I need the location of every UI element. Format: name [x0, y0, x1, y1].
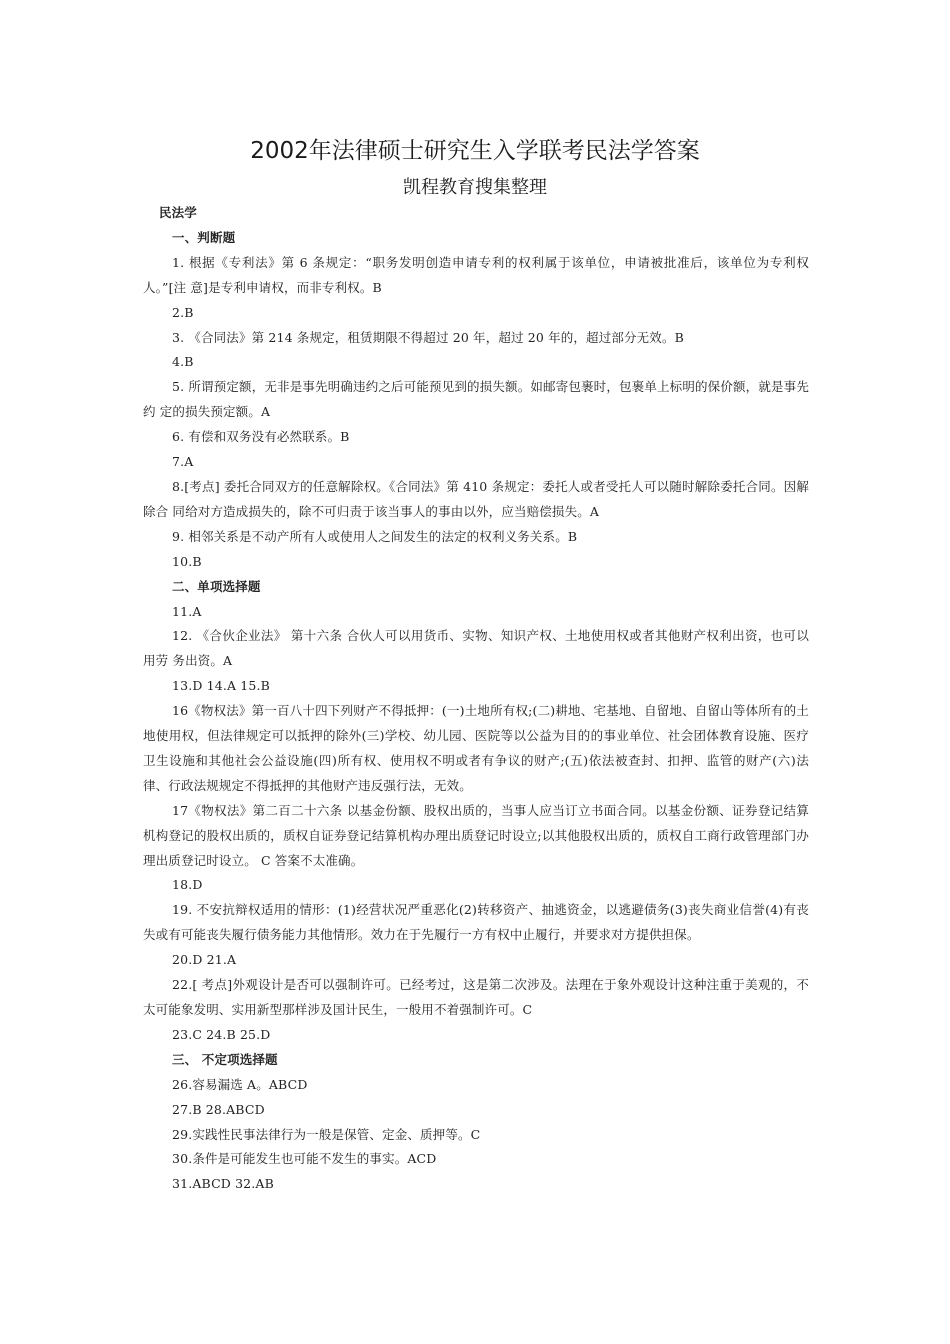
answer-item: 19. 不安抗辩权适用的情形：(1)经营状况严重恶化(2)转移资产、抽逃资金，以逃避债务(3)丧失商业信誉(4)有丧失或有可能丧失履行债务能力其他情形。效力在于先履行一方有权中止履行，并要求对方提供担保。: [143, 902, 809, 943]
answer-item: 27.B 28.ABCD: [172, 1101, 265, 1117]
answer-item: 22.[ 考点]外观设计是否可以强制许可。已经考过，这是第二次涉及。法理在于象外观设计这种注重于美观的，不太可能象发明、实用新型那样涉及国计民生，一般用不着强制许可。C: [143, 977, 809, 1017]
subject-heading: 民法学: [159, 205, 197, 220]
answer-item: 1. 根据《专利法》第 6 条规定：“职务发明创造申请专利的权利属于该单位，申请被批准后，该单位为专利权人。”[注 意]是专利申请权，而非专利权。B: [143, 254, 809, 295]
answer-item: 7.A: [172, 454, 194, 470]
answer-item: 2.B: [172, 304, 194, 320]
answer-item: 23.C 24.B 25.D: [172, 1026, 271, 1042]
document-subtitle: 凯程教育搜集整理: [403, 177, 547, 198]
answer-item: 16《物权法》第一百八十四下列财产不得抵押：(一)土地所有权;(二)耕地、宅基地、自留地、自留山等体所有的土地使用权，但法律规定可以抵押的除外(三)学校、幼儿园、医院等以公益为目的的事业单位、社会团体教育设施、医疗卫生设施和其他社会公益设施(四)所有权、使用权不明或者有争议的财产;(五)依法被查封、扣押、监管的财产(六)法律、行政法规规定不得抵押的其他财产违反强行法，无效。: [143, 703, 809, 793]
answer-item: 9. 相邻关系是不动产所有人或使用人之间发生的法定的权利义务关系。B: [172, 528, 578, 544]
answer-item: 3. 《合同法》第 214 条规定，租赁期限不得超过 20 年，超过 20 年的，超过部分无效。B: [172, 329, 684, 345]
answer-item: 26.容易漏选 A。ABCD: [172, 1076, 308, 1092]
document-body: [143, 201, 809, 1197]
answer-item: 18.D: [172, 877, 203, 893]
answer-item: 31.ABCD 32.AB: [172, 1176, 274, 1192]
section-heading-multiple-choice: 三、 不定项选择题: [172, 1051, 278, 1067]
answer-item: 29.实践性民事法律行为一般是保管、定金、质押等。C: [172, 1126, 481, 1142]
answer-item: 12. 《合伙企业法》 第十六条 合伙人可以用货币、实物、知识产权、土地使用权或者其他财产权利出资，也可以用劳 务出资。A: [143, 628, 809, 669]
section-heading-judgment: 一、判断题: [172, 229, 236, 245]
answer-item: 17《物权法》第二百二十六条 以基金份额、股权出质的，当事人应当订立书面合同。以基金份额、证券登记结算机构登记的股权出质的，质权自证券登记结算机构办理出质登记时设立;以其他股权出质的，质权自工商行政管理部门办理出质登记时设立。 C 答案不太准确。: [143, 802, 809, 868]
answer-item: 13.D 14.A 15.B: [172, 678, 270, 694]
answer-item: 8.[考点] 委托合同双方的任意解除权。《合同法》第 410 条规定：委托人或者受托人可以随时解除委托合同。因解除合 同给对方造成损失的，除不可归责于该当事人的事由以外，应当赔偿损失。A: [143, 478, 809, 519]
answer-item: 30.条件是可能发生也可能不发生的事实。ACD: [172, 1151, 437, 1167]
answer-item: 10.B: [172, 553, 202, 569]
answer-item: 6. 有偿和双务没有必然联系。B: [172, 429, 350, 445]
document-title: 2002年法律硕士研究生入学联考民法学答案: [250, 138, 700, 164]
section-heading-single-choice: 二、单项选择题: [172, 578, 261, 594]
answer-item: 20.D 21.A: [172, 952, 237, 968]
answer-item: 5. 所谓预定额，无非是事先明确违约之后可能预见到的损失额。如邮寄包裹时，包裹单上标明的保价额，就是事先约 定的损失预定额。A: [143, 379, 809, 420]
answer-item: 4.B: [172, 354, 194, 370]
answer-item: 11.A: [172, 603, 202, 619]
